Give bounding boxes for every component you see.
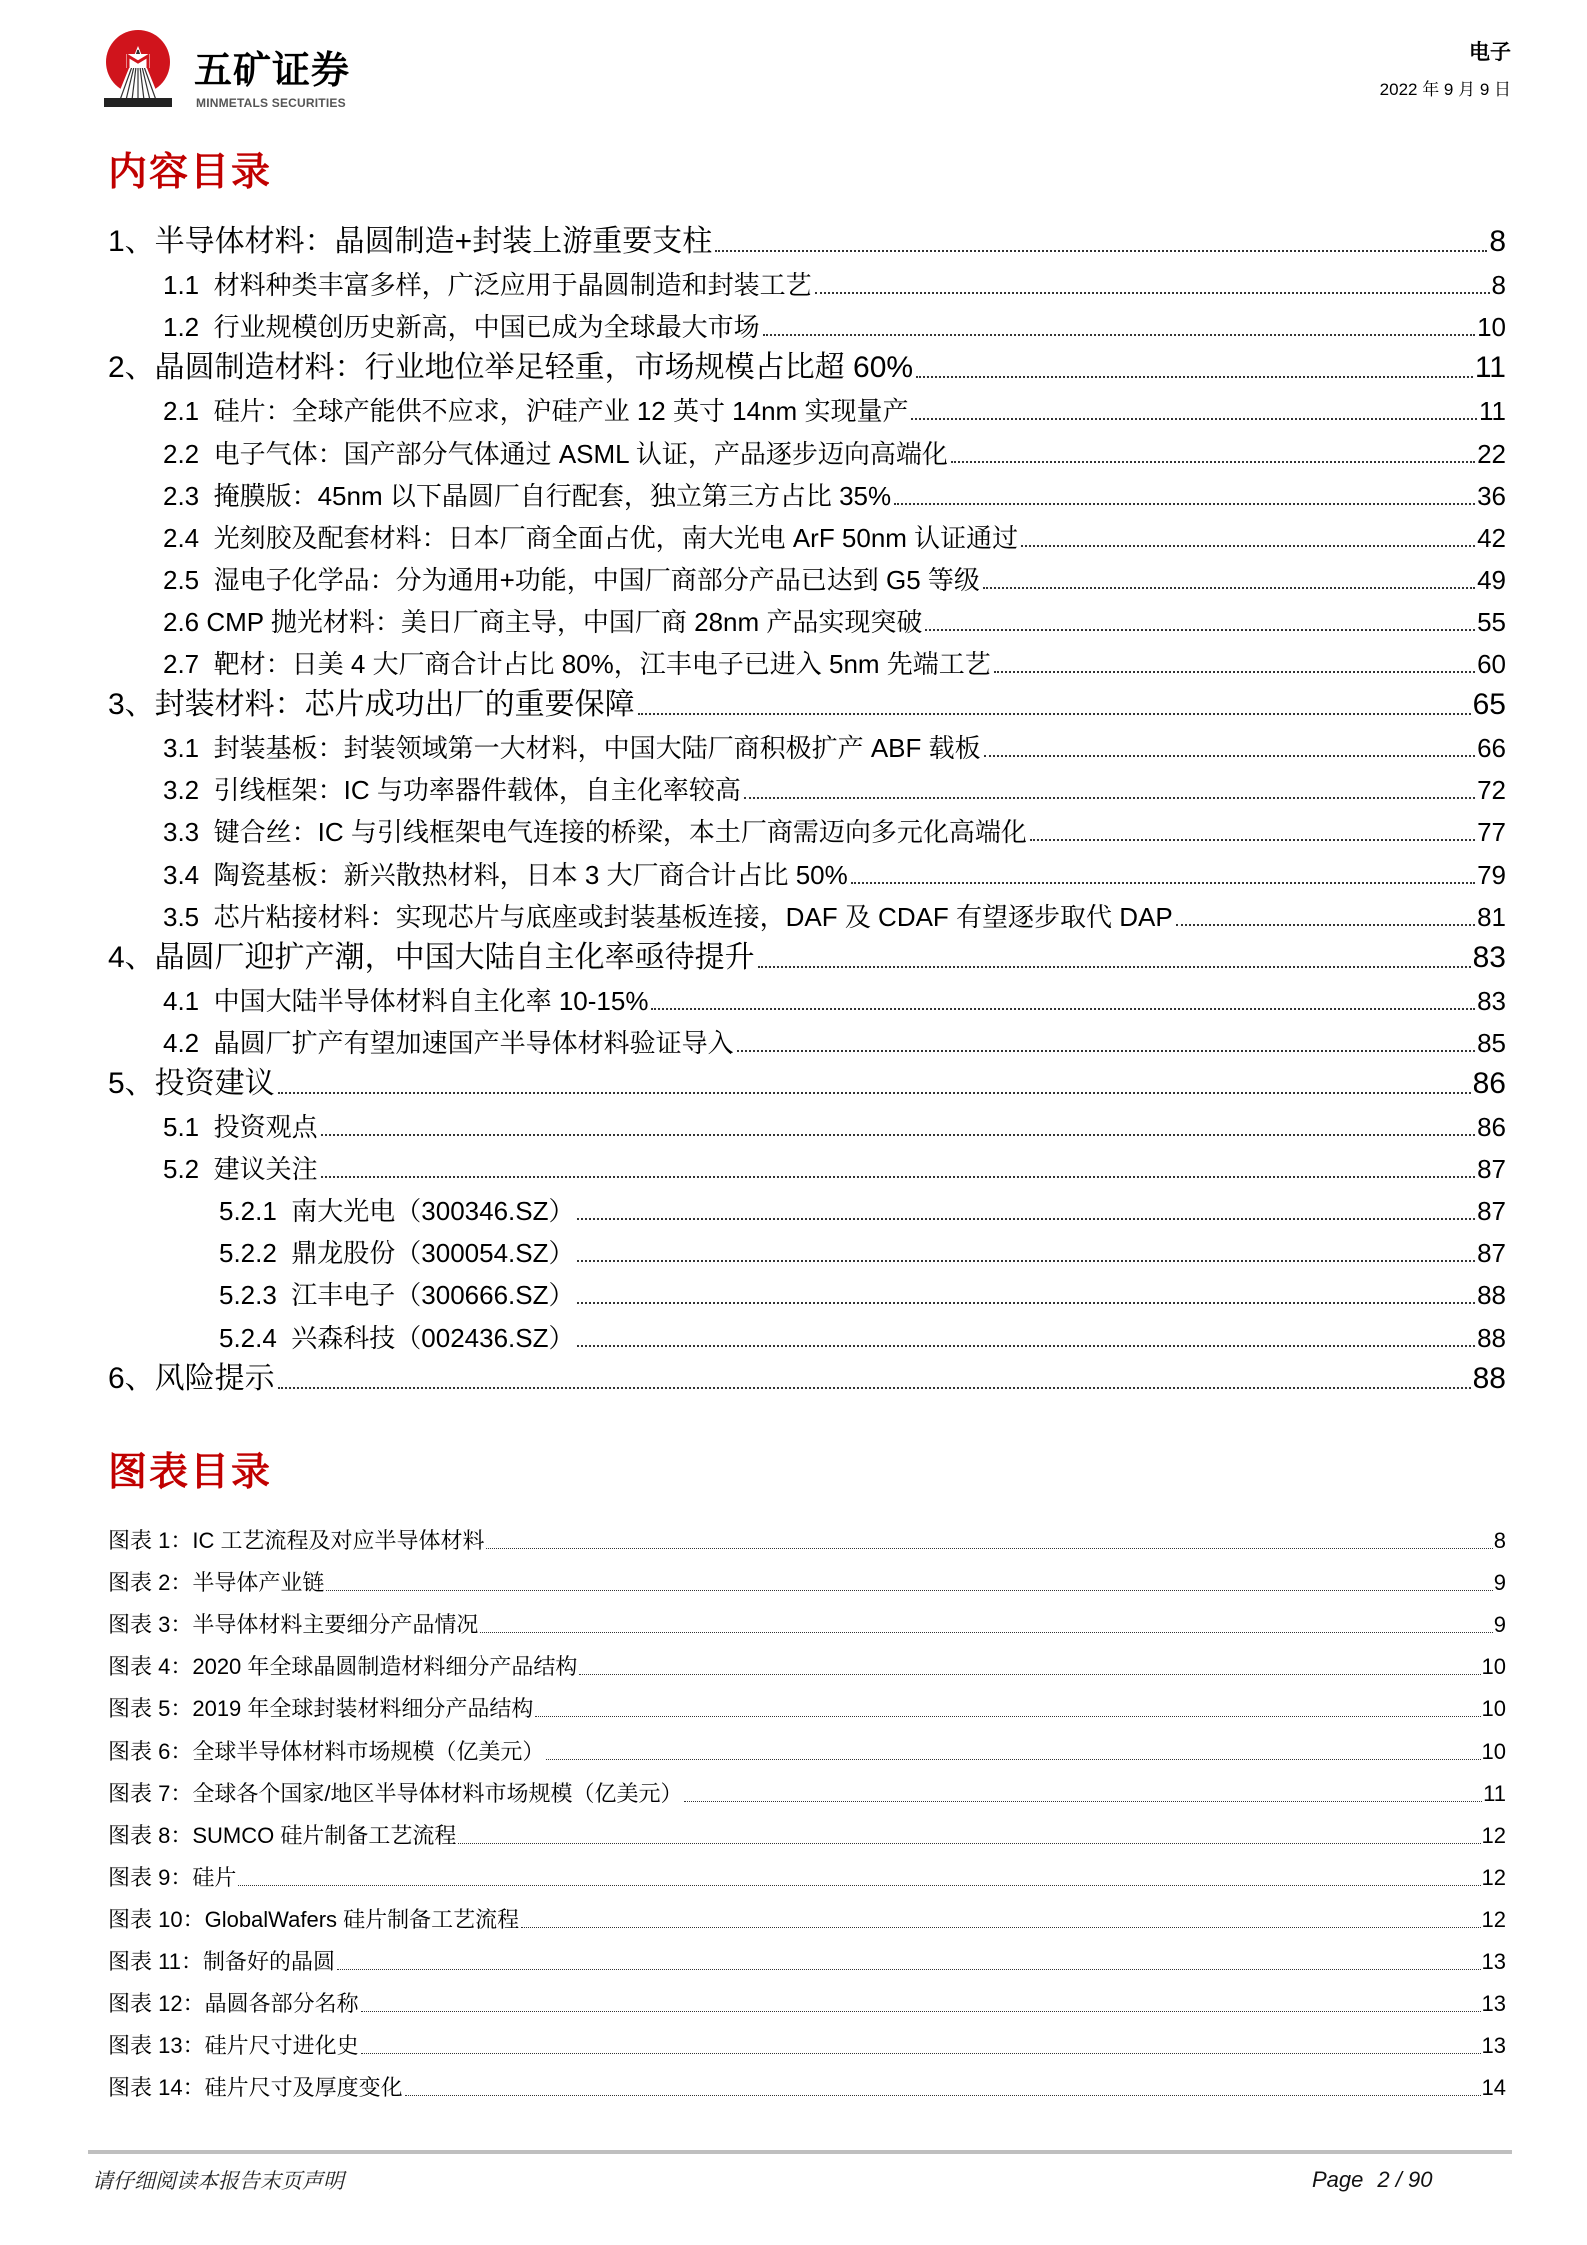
entry-title: 2.2 电子气体：国产部分气体通过 ASML 认证，产品逐步迈向高端化 (163, 438, 948, 469)
toc-entry[interactable] (108, 726, 1506, 768)
entry-page-number: 65 (1472, 688, 1506, 722)
page-label: Page (1312, 2167, 1364, 2192)
entry-title: 图表 13：硅片尺寸进化史 (108, 2033, 359, 2059)
figures-list (108, 1520, 1506, 2109)
dot-leader (361, 2011, 1481, 2012)
dot-leader (326, 1590, 1492, 1591)
dot-leader (744, 797, 1475, 799)
dot-leader (815, 292, 1490, 294)
footer-divider (88, 2150, 1512, 2154)
entry-page-number: 42 (1477, 522, 1506, 553)
entry-title: 图表 10：GlobalWafers 硅片制备工艺流程 (108, 1906, 520, 1932)
toc-entry[interactable] (108, 1063, 1506, 1105)
toc-entry[interactable] (108, 1273, 1506, 1315)
toc-entry[interactable] (108, 1315, 1506, 1357)
entry-title: 3.5 芯片粘接材料：实现芯片与底座或封装基板连接，DAF 及 CDAF 有望逐步取代 DAP (163, 901, 1173, 932)
figure-entry[interactable] (108, 2025, 1506, 2067)
figure-entry[interactable] (108, 1520, 1506, 1562)
dot-leader (238, 1885, 1480, 1886)
dot-leader (535, 1716, 1480, 1717)
entry-page-number: 55 (1477, 606, 1506, 637)
dot-leader (925, 629, 1475, 631)
dot-leader (278, 1092, 1471, 1094)
entry-page-number: 60 (1477, 649, 1506, 680)
entry-page-number: 77 (1477, 817, 1506, 848)
entry-title: 5.2.3 江丰电子（300666.SZ） (219, 1280, 575, 1311)
entry-page-number: 72 (1477, 775, 1506, 806)
brand-name-en: MINMETALS SECURITIES (196, 96, 346, 110)
table-of-contents (108, 221, 1506, 1400)
entry-title: 5.2.4 兴森科技（002436.SZ） (219, 1322, 575, 1353)
toc-entry[interactable] (108, 937, 1506, 979)
toc-entry[interactable] (108, 895, 1506, 937)
toc-entry[interactable] (108, 516, 1506, 558)
figures-title: 图表目录 (108, 1451, 273, 1494)
entry-page-number: 11 (1479, 396, 1506, 427)
dot-leader (1176, 924, 1475, 926)
dot-leader (737, 1050, 1475, 1052)
entry-page-number: 83 (1477, 985, 1506, 1016)
entry-title: 2、晶圆制造材料：行业地位举足轻重，市场规模占比超 60% (108, 351, 914, 385)
entry-title: 1.1 材料种类丰富多样，广泛应用于晶圆制造和封装工艺 (163, 270, 812, 301)
dot-leader (894, 503, 1475, 505)
toc-entry[interactable] (108, 600, 1506, 642)
entry-page-number: 8 (1493, 1528, 1506, 1554)
dot-leader (480, 1632, 1492, 1633)
entry-title: 2.3 掩膜版：45nm 以下晶圆厂自行配套，独立第三方占比 35% (163, 480, 892, 511)
entry-title: 5.2.1 南大光电（300346.SZ） (219, 1196, 575, 1227)
dot-leader (486, 1548, 1492, 1549)
page-number: 2 / 90 (1377, 2167, 1433, 2192)
entry-title: 2.7 靶材：日美 4 大厂商合计占比 80%，江丰电子已进入 5nm 先端工艺 (163, 649, 991, 680)
entry-title: 1、半导体材料：晶圆制造+封装上游重要支柱 (108, 225, 713, 259)
toc-entry[interactable] (108, 768, 1506, 810)
entry-title: 1.2 行业规模创历史新高，中国已成为全球最大市场 (163, 312, 760, 343)
entry-title: 图表 14：硅片尺寸及厚度变化 (108, 2075, 403, 2101)
dot-leader (458, 1843, 1480, 1844)
entry-page-number: 83 (1472, 940, 1506, 974)
entry-page-number: 66 (1477, 733, 1506, 764)
disclaimer-note: 请仔细阅读本报告末页声明 (92, 2170, 344, 2193)
entry-page-number: 10 (1477, 312, 1506, 343)
entry-page-number: 8 (1491, 270, 1506, 301)
dot-leader (278, 1387, 1471, 1389)
toc-entry[interactable] (108, 1189, 1506, 1231)
toc-entry[interactable] (108, 305, 1506, 347)
entry-title: 3.3 键合丝：IC 与引线框架电气连接的桥梁，本土厂商需迈向多元化高端化 (163, 817, 1027, 848)
toc-entry[interactable] (108, 263, 1506, 305)
entry-title: 图表 3：半导体材料主要细分产品情况 (108, 1612, 479, 1638)
entry-title: 4、晶圆厂迎扩产潮，中国大陆自主化率亟待提升 (108, 940, 755, 974)
entry-page-number: 10 (1481, 1654, 1506, 1680)
entry-page-number: 13 (1481, 1949, 1506, 1975)
figure-entry[interactable] (108, 1646, 1506, 1688)
entry-title: 图表 2：半导体产业链 (108, 1570, 325, 1596)
entry-title: 3.2 引线框架：IC 与功率器件载体，自主化率较高 (163, 775, 741, 806)
toc-entry[interactable] (108, 1231, 1506, 1273)
entry-page-number: 85 (1477, 1027, 1506, 1058)
entry-page-number: 49 (1477, 564, 1506, 595)
entry-page-number: 87 (1477, 1238, 1506, 1269)
figure-entry[interactable] (108, 1562, 1506, 1604)
entry-page-number: 9 (1493, 1570, 1506, 1596)
entry-page-number: 81 (1477, 901, 1506, 932)
dot-leader (577, 1302, 1475, 1304)
figure-entry[interactable] (108, 1899, 1506, 1941)
entry-page-number: 12 (1481, 1906, 1506, 1932)
toc-entry[interactable] (108, 221, 1506, 263)
toc-entry[interactable] (108, 810, 1506, 852)
figure-entry[interactable] (108, 1604, 1506, 1646)
figure-entry[interactable] (108, 1688, 1506, 1730)
dot-leader (579, 1674, 1480, 1675)
dot-leader (577, 1260, 1475, 1262)
dot-leader (651, 1008, 1475, 1010)
dot-leader (763, 334, 1475, 336)
entry-page-number: 36 (1477, 480, 1506, 511)
company-logo (102, 28, 174, 108)
dot-leader (851, 882, 1475, 884)
entry-title: 2.4 光刻胶及配套材料：日本厂商全面占优，南大光电 ArF 50nm 认证通过 (163, 522, 1019, 553)
entry-title: 2.6 CMP 抛光材料：美日厂商主导，中国厂商 28nm 产品实现突破 (163, 606, 923, 637)
page-indicator (1312, 2166, 1432, 2194)
report-date: 2022 年 9 月 9 日 (1379, 80, 1511, 99)
dot-leader (1021, 545, 1475, 547)
entry-title: 图表 12：晶圆各部分名称 (108, 1991, 359, 2017)
entry-page-number: 88 (1472, 1361, 1506, 1395)
dot-leader (758, 966, 1471, 968)
entry-page-number: 8 (1489, 225, 1506, 259)
entry-page-number: 87 (1477, 1154, 1506, 1185)
dot-leader (577, 1345, 1475, 1347)
dot-leader (916, 376, 1473, 378)
entry-page-number: 86 (1477, 1112, 1506, 1143)
toc-entry[interactable] (108, 852, 1506, 894)
entry-page-number: 12 (1481, 1822, 1506, 1848)
entry-page-number: 11 (1474, 351, 1506, 385)
dot-leader (546, 1759, 1480, 1760)
figure-entry[interactable] (108, 1730, 1506, 1772)
toc-entry[interactable] (108, 1358, 1506, 1400)
dot-leader (983, 587, 1475, 589)
entry-page-number: 87 (1477, 1196, 1506, 1227)
dot-leader (337, 1969, 1481, 1970)
entry-title: 5.2 建议关注 (163, 1154, 318, 1185)
toc-entry[interactable] (108, 1147, 1506, 1189)
dot-leader (321, 1176, 1475, 1178)
toc-entry[interactable] (108, 684, 1506, 726)
entry-title: 图表 7：全球各个国家/地区半导体材料市场规模（亿美元） (108, 1780, 683, 1806)
entry-title: 图表 6：全球半导体材料市场规模（亿美元） (108, 1738, 545, 1764)
entry-page-number: 12 (1481, 1864, 1506, 1890)
figure-entry[interactable] (108, 1815, 1506, 1857)
entry-title: 5.2.2 鼎龙股份（300054.SZ） (219, 1238, 575, 1269)
figure-entry[interactable] (108, 2067, 1506, 2109)
entry-page-number: 11 (1483, 1780, 1506, 1806)
toc-entry[interactable] (108, 979, 1506, 1021)
entry-page-number: 10 (1481, 1696, 1506, 1722)
entry-page-number: 22 (1477, 438, 1506, 469)
toc-entry[interactable] (108, 558, 1506, 600)
entry-title: 4.2 晶圆厂扩产有望加速国产半导体材料验证导入 (163, 1027, 734, 1058)
toc-entry[interactable] (108, 474, 1506, 516)
entry-title: 图表 5：2019 年全球封装材料细分产品结构 (108, 1696, 534, 1722)
toc-entry[interactable] (108, 642, 1506, 684)
entry-title: 5.1 投资观点 (163, 1112, 318, 1143)
entry-title: 3.4 陶瓷基板：新兴散热材料，日本 3 大厂商合计占比 50% (163, 859, 848, 890)
dot-leader (405, 2095, 1481, 2096)
entry-title: 4.1 中国大陆半导体材料自主化率 10-15% (163, 985, 649, 1016)
dot-leader (684, 1801, 1482, 1802)
entry-title: 2.1 硅片：全球产能供不应求，沪硅产业 12 英寸 14nm 实现量产 (163, 396, 909, 427)
entry-page-number: 86 (1472, 1066, 1506, 1100)
entry-title: 图表 1：IC 工艺流程及对应半导体材料 (108, 1528, 485, 1554)
toc-entry[interactable] (108, 431, 1506, 473)
dot-leader (911, 418, 1477, 420)
entry-page-number: 88 (1477, 1280, 1506, 1311)
dot-leader (521, 1927, 1480, 1928)
entry-title: 图表 8：SUMCO 硅片制备工艺流程 (108, 1822, 457, 1848)
dot-leader (715, 250, 1487, 252)
entry-page-number: 9 (1493, 1612, 1506, 1638)
figure-entry[interactable] (108, 1941, 1506, 1983)
entry-page-number: 88 (1477, 1322, 1506, 1353)
entry-page-number: 13 (1481, 2033, 1506, 2059)
dot-leader (984, 755, 1475, 757)
dot-leader (951, 461, 1475, 463)
dot-leader (321, 1134, 1475, 1136)
sector-label: 电子 (1469, 41, 1511, 64)
brand-name-cn: 五矿证券 (194, 50, 351, 92)
entry-page-number: 79 (1477, 859, 1506, 890)
dot-leader (1030, 839, 1475, 841)
toc-title: 内容目录 (108, 151, 273, 194)
entry-title: 图表 9：硅片 (108, 1864, 237, 1890)
entry-title: 3.1 封装基板：封装领域第一大材料，中国大陆厂商积极扩产 ABF 载板 (163, 733, 981, 764)
toc-entry[interactable] (108, 347, 1506, 389)
entry-title: 图表 11：制备好的晶圆 (108, 1949, 335, 1975)
entry-title: 6、风险提示 (108, 1361, 275, 1395)
entry-page-number: 14 (1481, 2075, 1506, 2101)
entry-title: 图表 4：2020 年全球晶圆制造材料细分产品结构 (108, 1654, 578, 1680)
dot-leader (638, 713, 1471, 715)
entry-title: 2.5 湿电子化学品：分为通用+功能，中国厂商部分产品已达到 G5 等级 (163, 564, 980, 595)
figure-entry[interactable] (108, 1857, 1506, 1899)
entry-page-number: 10 (1481, 1738, 1506, 1764)
dot-leader (361, 2053, 1481, 2054)
entry-title: 3、封装材料：芯片成功出厂的重要保障 (108, 688, 635, 722)
dot-leader (577, 1218, 1475, 1220)
toc-entry[interactable] (108, 1021, 1506, 1063)
entry-title: 5、投资建议 (108, 1066, 275, 1100)
toc-entry[interactable] (108, 389, 1506, 431)
dot-leader (994, 671, 1475, 673)
figure-entry[interactable] (108, 1773, 1506, 1815)
entry-page-number: 13 (1481, 1991, 1506, 2017)
figure-entry[interactable] (108, 1983, 1506, 2025)
toc-entry[interactable] (108, 1105, 1506, 1147)
